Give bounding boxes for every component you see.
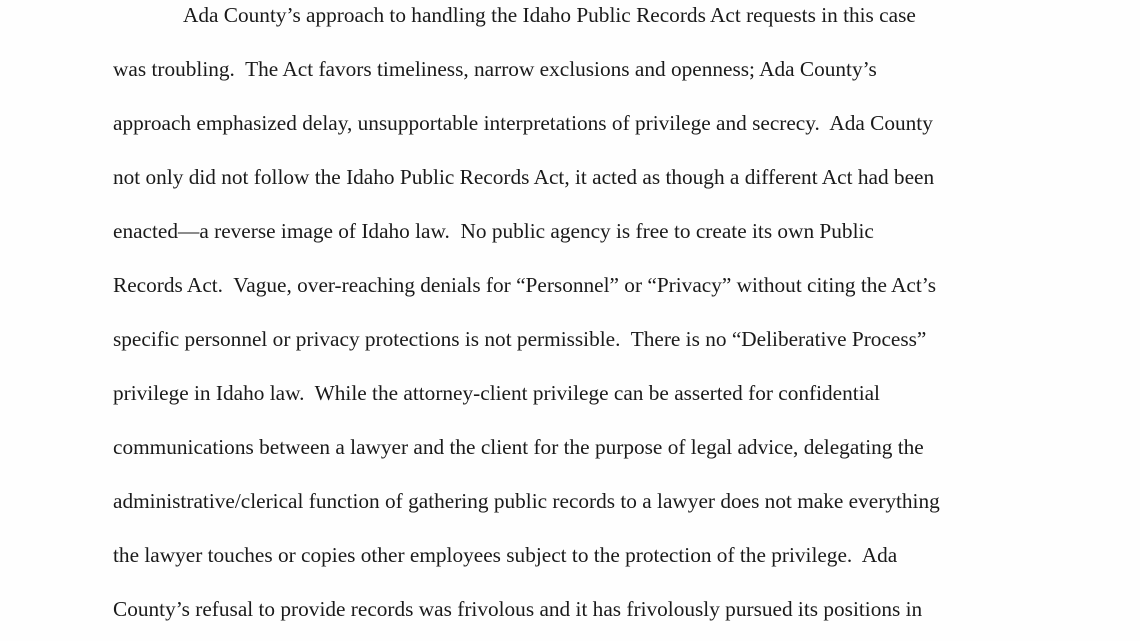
paragraph-line: administrative/clerical function of gathering public records to a lawyer does not make everything bbox=[113, 489, 940, 513]
paragraph-line: communications between a lawyer and the client for the purpose of legal advice, delegating the bbox=[113, 435, 924, 459]
paragraph-line: approach emphasized delay, unsupportable interpretations of privilege and secrecy. Ada County bbox=[113, 111, 933, 135]
paragraph-line: Ada County’s approach to handling the Idaho Public Records Act requests in this case bbox=[183, 3, 916, 27]
paragraph-line: enacted—a reverse image of Idaho law. No public agency is free to create its own Public bbox=[113, 219, 874, 243]
paragraph-line: the lawyer touches or copies other employees subject to the protection of the privilege. Ada bbox=[113, 543, 898, 567]
paragraph-line: not only did not follow the Idaho Public Records Act, it acted as though a different Act had been bbox=[113, 165, 935, 189]
paragraph-line: Records Act. Vague, over-reaching denials for “Personnel” or “Privacy” without citing the Act’s bbox=[113, 273, 937, 297]
paragraph-line: specific personnel or privacy protections is not permissible. There is no “Deliberative Process” bbox=[113, 327, 927, 351]
paragraph-line: privilege in Idaho law. While the attorney-client privilege can be asserted for confidential bbox=[113, 381, 880, 405]
paragraph-line: was troubling. The Act favors timeliness, narrow exclusions and openness; Ada County’s bbox=[113, 57, 877, 81]
paragraph-line: County’s refusal to provide records was frivolous and it has frivolously pursued its positions in bbox=[113, 597, 923, 621]
